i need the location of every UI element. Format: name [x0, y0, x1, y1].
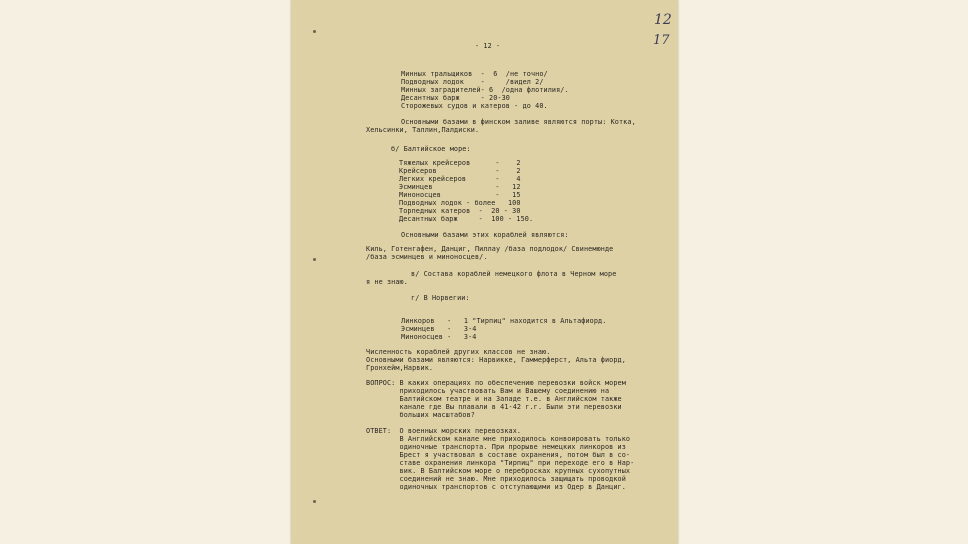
answer-line: ОТВЕТ: О военных морских перевозках.	[366, 427, 522, 435]
text-line: Сторожевых судов и катеров - до 40.	[401, 102, 548, 110]
text-line: Подводных лодок - /видел 2/	[401, 78, 544, 86]
text-line: Легких крейсеров - 4	[399, 175, 521, 183]
text-line: Миноносцев - 3-4	[401, 333, 477, 341]
question-line: приходилось участвовать Вам и Вашему соединению на	[366, 387, 610, 395]
text-line: Основными базами в финском заливе являются порты: Котка,	[401, 118, 636, 126]
document-page	[291, 0, 678, 544]
answer-line: одиночных транспортов с отступающими из Одер в Данциг.	[366, 483, 626, 491]
question-line: больших масштабов?	[366, 411, 475, 419]
text-line: Эсминцев - 12	[399, 183, 521, 191]
text-line: я не знаю.	[366, 278, 408, 286]
text-line: Тяжелых крейсеров - 2	[399, 159, 521, 167]
paper-speck	[313, 30, 316, 33]
text-line: Торпедных катеров - 20 - 30	[399, 207, 521, 215]
text-line: Минных тральщиков - 6 /не точно/	[401, 70, 548, 78]
text-line: Десантных барж - 20-30	[401, 94, 510, 102]
section-heading: г/ В Норвегии:	[411, 294, 470, 302]
answer-line: соединений не знаю. Мне приходилось защищать проводкой	[366, 475, 626, 483]
text-line: Миноносцев - 15	[399, 191, 521, 199]
handwritten-page-number-top: 12	[654, 12, 672, 28]
text-line: Минных заградителей- 6 /одна флотилия/.	[401, 86, 569, 94]
paper-speck	[313, 258, 316, 261]
answer-line: вик. В Балтийском море о перебросках крупных сухопутных	[366, 467, 631, 475]
answer-line: Брест я участвовал в составе охранения, потом был в со-	[366, 451, 631, 459]
paper-speck	[313, 500, 316, 503]
section-heading: б/ Балтийское море:	[391, 145, 471, 153]
text-line: Гронхейм,Нарвик.	[366, 364, 434, 372]
text-line: Основными базами этих кораблей являются:	[401, 231, 569, 239]
question-line: Балтийском театре и на Западе т.е. в Английском также	[366, 395, 622, 403]
text-line: Подводных лодок - более 100	[399, 199, 521, 207]
page-number: - 12 -	[475, 42, 501, 50]
question-line: канале где Вы плавали в 41-42 г.г. Были эти перевозки	[366, 403, 622, 411]
text-line: /база эсминцев и миноносцев/.	[366, 253, 488, 261]
text-line: Основными базами являются: Нарвикке, Гаммерферст, Альта фиорд,	[366, 356, 626, 364]
question-line: ВОПРОС: В каких операциях по обеспечению перевозки войск морем	[366, 379, 626, 387]
text-line: Десантных барж - 100 - 150.	[399, 215, 534, 223]
text-line: Киль, Готенгафен, Данциг, Пиллау /база подлодок/ Свинемюнде	[366, 245, 614, 253]
text-line: Хельсинки, Таллин,Палдиски.	[366, 126, 480, 134]
handwritten-page-number-bottom: 17	[653, 33, 670, 48]
text-line: Численность кораблей других классов не знаю.	[366, 348, 551, 356]
text-line: Линкоров - 1 "Тирпиц" находится в Альтафиорд.	[401, 317, 607, 325]
answer-line: одиночные транспорта. При прорыве немецких линкоров из	[366, 443, 626, 451]
text-line: Эсминцев - 3-4	[401, 325, 477, 333]
answer-line: В Английском канале мне приходилось конвоировать только	[366, 435, 631, 443]
section-heading: в/ Состава кораблей немецкого флота в Черном море	[411, 270, 617, 278]
answer-line: ставе охранения линкора "Тирпиц" при переходе его в Нар-	[366, 459, 635, 467]
text-line: Крейсеров - 2	[399, 167, 521, 175]
